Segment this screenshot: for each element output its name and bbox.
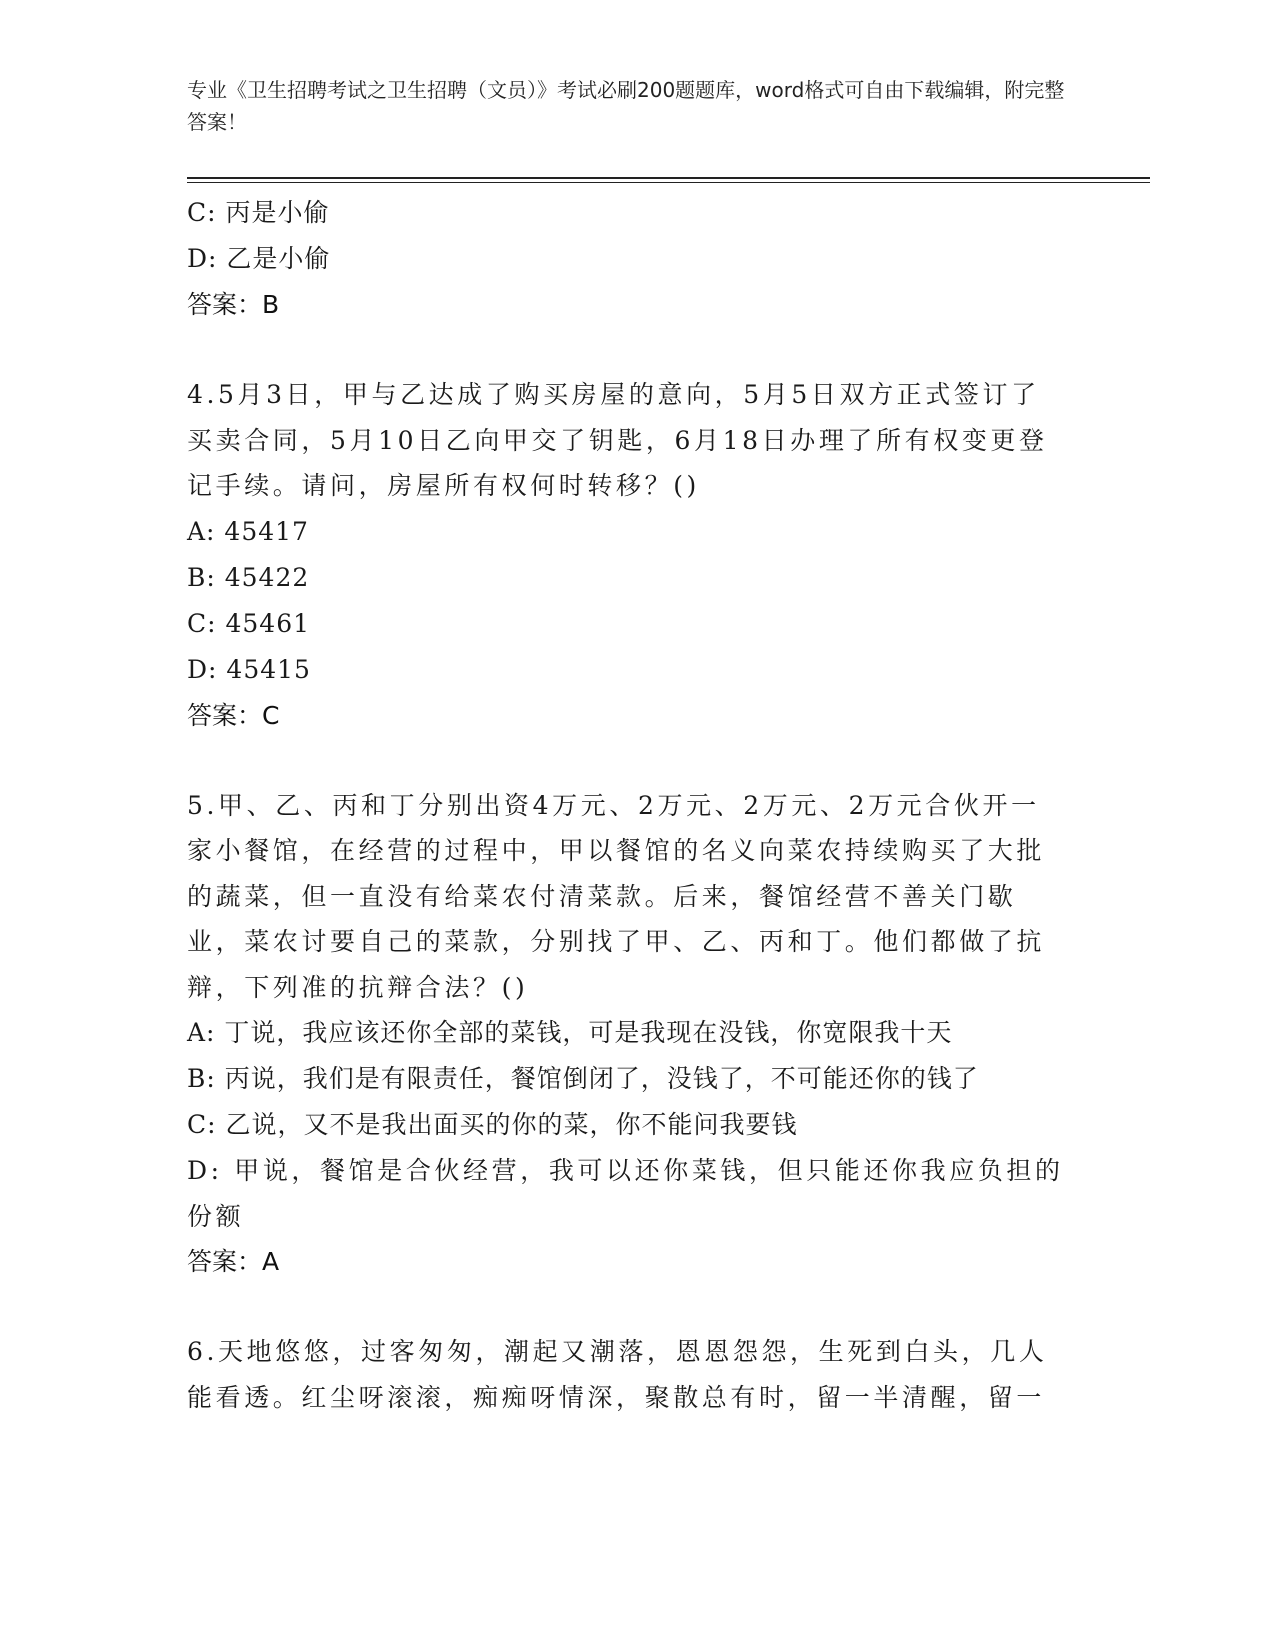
q3-answer: 答案：B bbox=[187, 290, 280, 319]
q3-option-c: C: 丙是小偷 bbox=[187, 198, 330, 227]
document-header: 专业《卫生招聘考试之卫生招聘（文员）》考试必刷200题题库，word格式可自由下载编辑，附完整答案！ bbox=[187, 78, 1065, 134]
q4-option-b: B: 45422 bbox=[187, 562, 310, 592]
q5-option-d: D: 甲说，餐馆是合伙经营，我可以还你菜钱，但只能还你我应负担的份额 bbox=[187, 1156, 1064, 1231]
header-rule-thick bbox=[187, 177, 1150, 179]
document-body bbox=[187, 190, 1087, 1420]
q5-answer: 答案：A bbox=[187, 1247, 280, 1276]
q5-stem: 5.甲、乙、丙和丁分别出资4万元、2万元、2万元、2万元合伙开一家小餐馆，在经营的过程中，甲以餐馆的名义向菜农持续购买了大批的蔬菜，但一直没有给菜农付清菜款。后来，餐馆经营不善关门歇业，菜农讨要自己的菜款，分别找了甲、乙、丙和丁。他们都做了抗辩，下列准的抗辩合法？() bbox=[187, 790, 1046, 1002]
q6-stem: 6.天地悠悠，过客匆匆，潮起又潮落，恩恩怨怨，生死到白头，几人能看透。红尘呀滚滚，痴痴呀情深，聚散总有时，留一半清醒，留一 bbox=[187, 1337, 1048, 1412]
q5-option-b: B: 丙说，我们是有限责任，餐馆倒闭了，没钱了，不可能还你的钱了 bbox=[187, 1064, 979, 1093]
q4-stem: 4.5月3日，甲与乙达成了购买房屋的意向，5月5日双方正式签订了买卖合同，5月10日乙向甲交了钥匙，6月18日办理了所有权变更登记手续。请问，房屋所有权何时转移？() bbox=[187, 380, 1048, 500]
q4-option-c: C: 45461 bbox=[187, 608, 311, 638]
q3-option-d: D: 乙是小偷 bbox=[187, 244, 331, 273]
header-rule-thin bbox=[187, 182, 1150, 183]
q5-option-c: C: 乙说，又不是我出面买的你的菜，你不能问我要钱 bbox=[187, 1110, 798, 1139]
q4-option-a: A: 45417 bbox=[187, 516, 309, 546]
q4-option-d: D: 45415 bbox=[187, 654, 311, 684]
q5-option-a: A: 丁说，我应该还你全部的菜钱，可是我现在没钱，你宽限我十天 bbox=[187, 1018, 953, 1047]
q4-answer: 答案：C bbox=[187, 700, 280, 730]
